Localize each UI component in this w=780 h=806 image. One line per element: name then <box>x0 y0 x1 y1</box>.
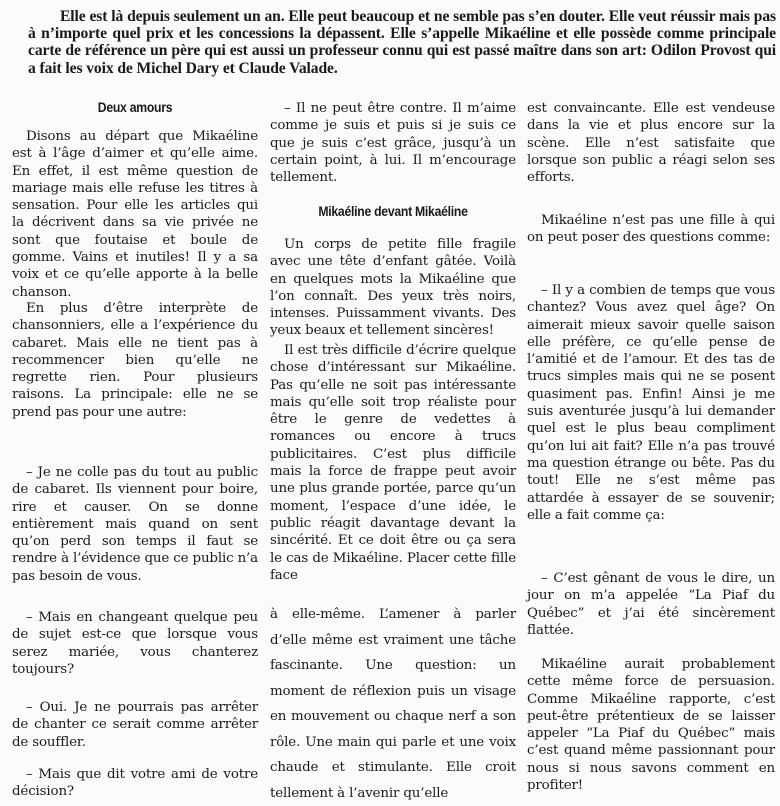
intro-paragraph <box>28 8 776 77</box>
paragraph: – Il ne peut être contre. Il m’aime comme je suis et puis si je suis ce que je suis c’est grâce, jusqu’à un certain point, à lui. Il m’encourage tellement. <box>270 101 516 186</box>
intro-text: Elle est là depuis seulement un an. Elle peut beaucoup et ne semble pas s’en douter. Elle veut réussir mais pas à n’importe quel prix et les concessions la dépassent. Elle s’appelle Mikaéline et elle possède comme principale carte de référence un père qui est aussi un professeur connu qui est passé maître dans son art: Odilon Provost qui a fait les voix de Michel Dary et Claude Valade. <box>28 8 776 77</box>
paragraph: – Je ne colle pas du tout au public de cabaret. Ils viennent pour boire, rire et causer. On se donne entièrement mais quand on sent qu’on perd son temps il faut se rendre à l’évidence que ce public n’a pas besoin de vous. <box>12 465 258 584</box>
paragraph: à elle-même. L’amener à parler d’elle même est vraiment une tâche fascinante. Une question: un moment de réflexion puis un visage en mouvement ou chaque nerf a son rôle. Une main qui parle et une voix chaude et stimulante. Elle croit tellement à l’avenir qu’elle <box>270 607 516 801</box>
paragraph: – Il y a combien de temps que vous chantez? Vous avez quel âge? On aimerait mieux savoir quelle saison elle préfère, ce qu’elle pense de l’amitié et de l’amour. Et des tas de trucs simples mais qui ne se posent quasiment pas. Enfin! Ainsi je me suis aventurée jusqu’à lui demander quel est le plus beau compliment qu’on lui ait fait? Elle n’a pas trouvé ma question étrange ou bête. Pas du tout! Elle ne s’est même pas attardée à essayer de se souvenir; elle a fait comme ça: <box>527 283 775 523</box>
paragraph: Un corps de petite fille fragile avec une tête d’enfant gâtée. Voilà en quelques mots la Mikaéline que l’on connaît. Des yeux très noirs, intenses. Puissamment vivants. Des yeux beaux et tellement sincères! <box>270 237 516 339</box>
paragraph: Il est très difficile d’écrire quelque chose d’intéressant sur Mikaéline. Pas qu’elle ne soit pas intéressante mais qu’elle soit trop réaliste pour être le genre de vedettes à romances ou encore à trucs publicitaires. C’est plus difficile mais la force de frappe peut avoir une plus grande portée, parce qu’un moment, l’espace d’une idée, le public réagit davantage devant la sincérité. Et ce doit être ou ça sera le cas de Mikaéline. Placer cette fille face <box>270 343 516 583</box>
paragraph: – Mais que dit votre ami de votre décision? <box>12 767 258 800</box>
paragraph: – Mais en changeant quelque peu de sujet est-ce que lorsque vous serez mariée, vous chanterez toujours? <box>12 610 258 677</box>
paragraph: – C’est gênant de vous le dire, un jour on m’a appelée “La Piaf du Québec” et j’ai été sincèrement flattée. <box>527 571 775 638</box>
paragraph: Mikaéline n’est pas une fille à qui on peut poser des questions comme: <box>527 213 775 246</box>
paragraph: Disons au départ que Mikaéline est à l’âge d’aimer et qu’elle aime. En effet, il est même question de mariage mais elle refuse les titres à sensation. Pour elle les articles qui la décrivent dans sa vie privée ne sont que foutaise et boule de gomme. Vains et inutiles! Il y a sa voix et ce qu’elle apporte à la belle chanson. <box>12 129 258 300</box>
heading-deux-amours: Deux amours <box>97 100 173 116</box>
heading-mikaeline-devant-mikaeline: Mikaéline devant Mikaéline <box>318 204 468 220</box>
paragraph: – Oui. Je ne pourrais pas arrêter de chanter ce serait comme arrêter de souffler. <box>12 700 258 750</box>
paragraph: Mikaéline aurait probablement cette même force de persuasion. Comme Mikaéline rapporte, c’est peut-être prétentieux de se laisser appeler “La Piaf du Québec” mais c’est quand même passionnant pour nous si nous savons comment en profiter! <box>527 657 775 794</box>
paragraph: En plus d’être interprète de chansonniers, elle a l’expérience du cabaret. Mais elle ne tient pas à recommencer bien qu’elle ne regrette rien. Pour plusieurs raisons. La principale: elle ne se prend pas pour une autre: <box>12 301 258 420</box>
paragraph: est convaincante. Elle est vendeuse dans la vie et plus encore sur la scène. Elle n’est satisfaite que lorsque son public a réagi selon ses efforts. <box>527 101 775 186</box>
